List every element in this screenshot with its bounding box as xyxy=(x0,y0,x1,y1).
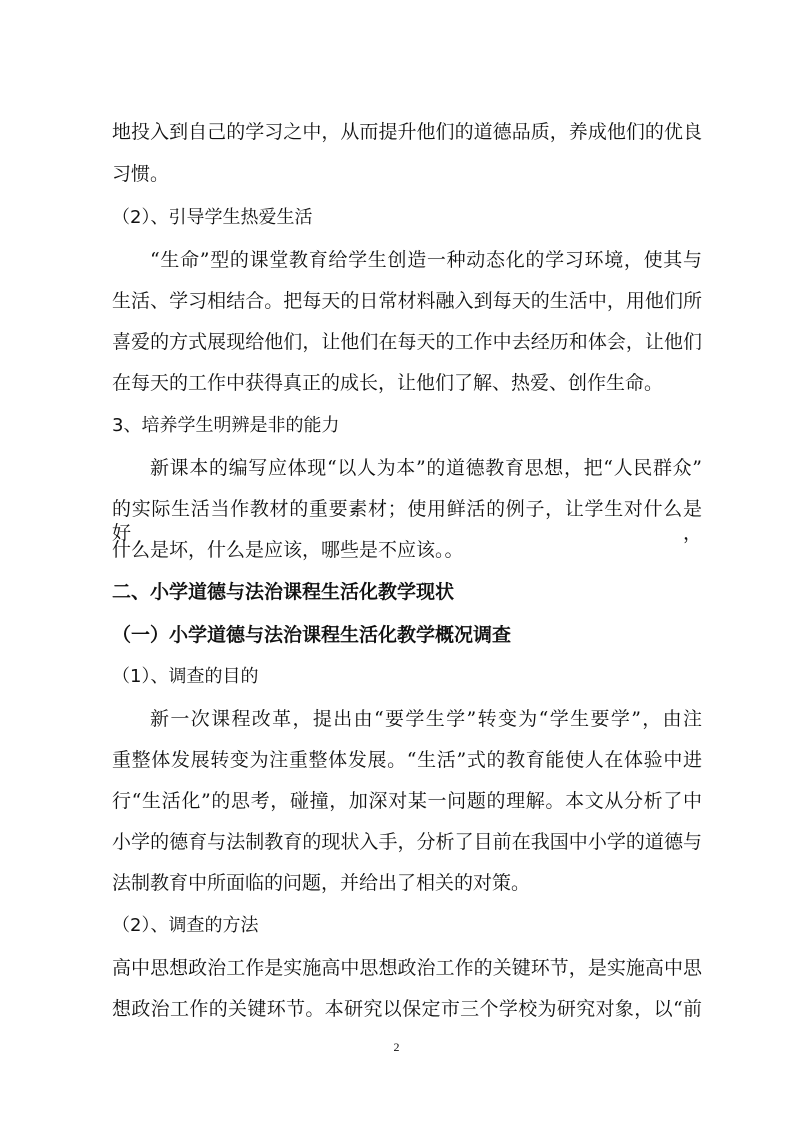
paragraph-line: 地投入到自己的学习之中，从而提升他们的道德品质，养成他们的优良 xyxy=(112,121,702,143)
paragraph-line: 法制教育中所面临的问题，并给出了相关的对策。 xyxy=(112,872,531,894)
paragraph-line: 生活、学习相结合。把每天的日常材料融入到每天的生活中，用他们所 xyxy=(112,290,702,312)
section-subheading: （1）、调查的目的 xyxy=(112,666,259,687)
paragraph-line: 新一次课程改革，提出由“要学生学”转变为“学生要学”，由注 xyxy=(150,708,702,730)
page-number: 2 xyxy=(393,1040,400,1054)
paragraph-line: 小学的德育与法制教育的现状入手，分析了目前在我国中小学的道德与 xyxy=(112,831,702,853)
paragraph-line: 重整体发展转变为注重整体发展。“生活”式的教育能使人在体验中进 xyxy=(112,749,702,771)
section-subheading: （2）、引导学生热爱生活 xyxy=(112,207,313,228)
section-heading: （一）小学道德与法治课程生活化教学概况调查 xyxy=(112,624,512,646)
section-subheading: 3、培养学生明辨是非的能力 xyxy=(112,415,340,436)
section-subheading: （2）、调查的方法 xyxy=(112,915,259,936)
paragraph-line: 高中思想政治工作是实施高中思想政治工作的关键环节，是实施高中思 xyxy=(112,957,702,979)
paragraph-line: 的实际生活当作教材的重要素材；使用鲜活的例子，让学生对什么是好， xyxy=(112,498,702,544)
section-heading: 二、小学道德与法治课程生活化教学现状 xyxy=(112,581,455,603)
paragraph-line: 习惯。 xyxy=(112,163,170,185)
paragraph-line: “生命”型的课堂教育给学生创造一种动态化的学习环境，使其与 xyxy=(150,249,702,271)
paragraph-line: 想政治工作的关键环节。本研究以保定市三个学校为研究对象，以“前 xyxy=(112,998,702,1020)
paragraph-line: 行“生活化”的思考，碰撞，加深对某一问题的理解。本文从分析了中 xyxy=(112,790,702,812)
paragraph-line: 什么是坏，什么是应该，哪些是不应该。。 xyxy=(112,539,464,561)
paragraph-line: 在每天的工作中获得真正的成长，让他们了解、热爱、创作生命。 xyxy=(112,372,664,394)
paragraph-line: 新课本的编写应体现“以人为本”的道德教育思想，把“人民群众” xyxy=(150,457,702,479)
paragraph-line: 喜爱的方式展现给他们，让他们在每天的工作中去经历和体会，让他们 xyxy=(112,331,702,353)
